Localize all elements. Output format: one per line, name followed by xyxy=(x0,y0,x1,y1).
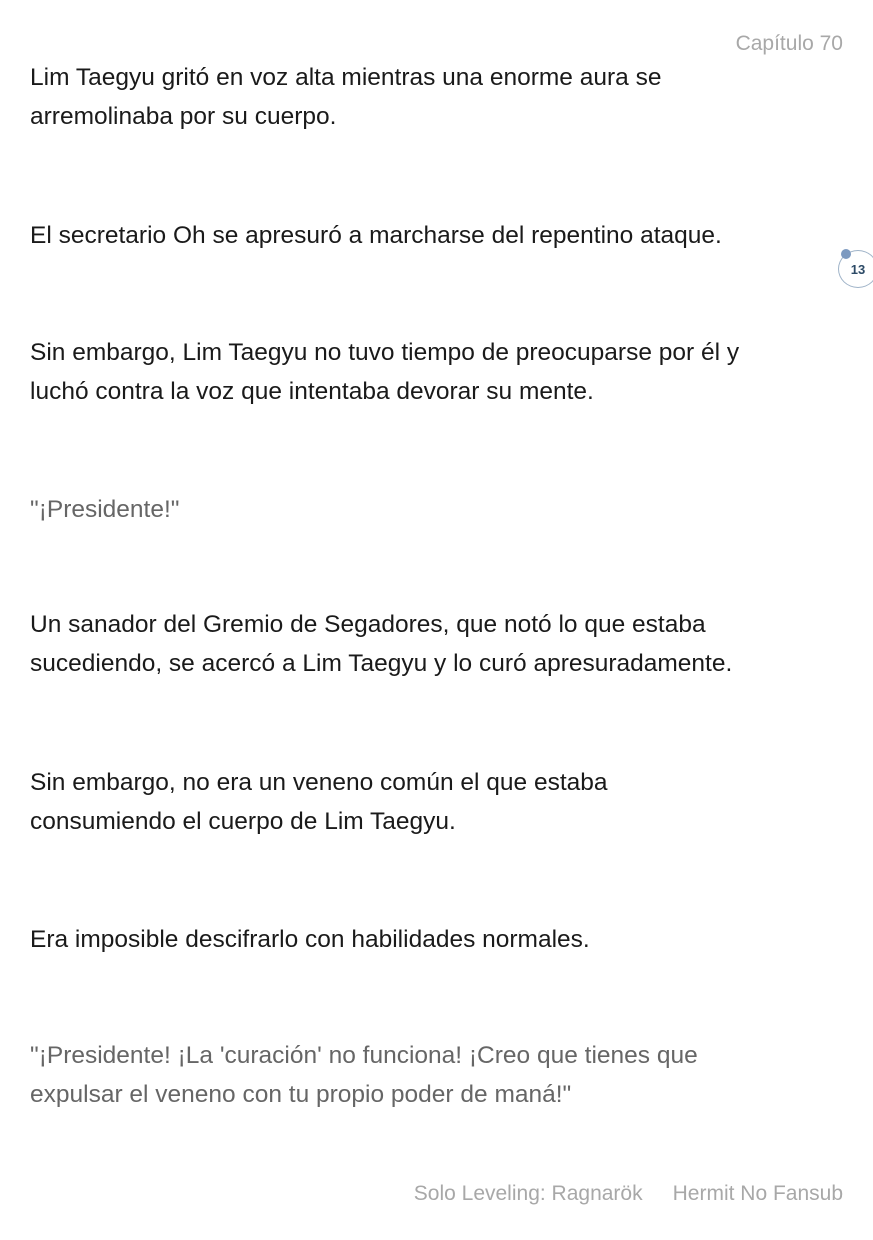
text-line: Un sanador del Gremio de Segadores, que notó lo que estaba xyxy=(30,611,706,638)
dialogue-paragraph xyxy=(30,490,860,529)
text-line: Sin embargo, Lim Taegyu no tuvo tiempo de preocuparse por él y xyxy=(30,339,740,366)
bookmark-dot-icon xyxy=(841,249,851,259)
text-line: Era imposible descifrarlo con habilidades normales. xyxy=(30,926,590,953)
text-line: luchó contra la voz que intentaba devorar su mente. xyxy=(30,378,594,405)
footer xyxy=(414,1182,843,1206)
text-line: Sin embargo, no era un veneno común el que estaba xyxy=(30,769,608,796)
dialogue-paragraph xyxy=(30,1036,860,1114)
text-line: El secretario Oh se apresuró a marcharse del repentino ataque. xyxy=(30,222,722,249)
paragraph xyxy=(30,216,860,255)
text-line: "¡Presidente!" xyxy=(30,496,180,523)
book-title: Solo Leveling: Ragnarök xyxy=(413,1182,643,1205)
text-line: arremolinaba por su cuerpo. xyxy=(30,103,337,130)
text-line: consumiendo el cuerpo de Lim Taegyu. xyxy=(30,808,456,835)
text-line: "¡Presidente! ¡La 'curación' no funciona! ¡Creo que tienes que xyxy=(30,1042,698,1069)
chapter-label: Capítulo 70 xyxy=(735,32,843,55)
paragraph xyxy=(30,333,860,411)
translator-credit: Hermit No Fansub xyxy=(672,1182,843,1205)
page-number-badge[interactable]: 13 xyxy=(838,250,873,288)
text-line: sucediendo, se acercó a Lim Taegyu y lo curó apresuradamente. xyxy=(30,650,733,677)
paragraph xyxy=(30,920,860,959)
text-line: Lim Taegyu gritó en voz alta mientras una enorme aura se xyxy=(30,64,662,91)
paragraph xyxy=(30,58,860,136)
paragraph xyxy=(30,605,860,683)
paragraph xyxy=(30,763,860,841)
text-line: expulsar el veneno con tu propio poder de maná!" xyxy=(30,1081,572,1108)
